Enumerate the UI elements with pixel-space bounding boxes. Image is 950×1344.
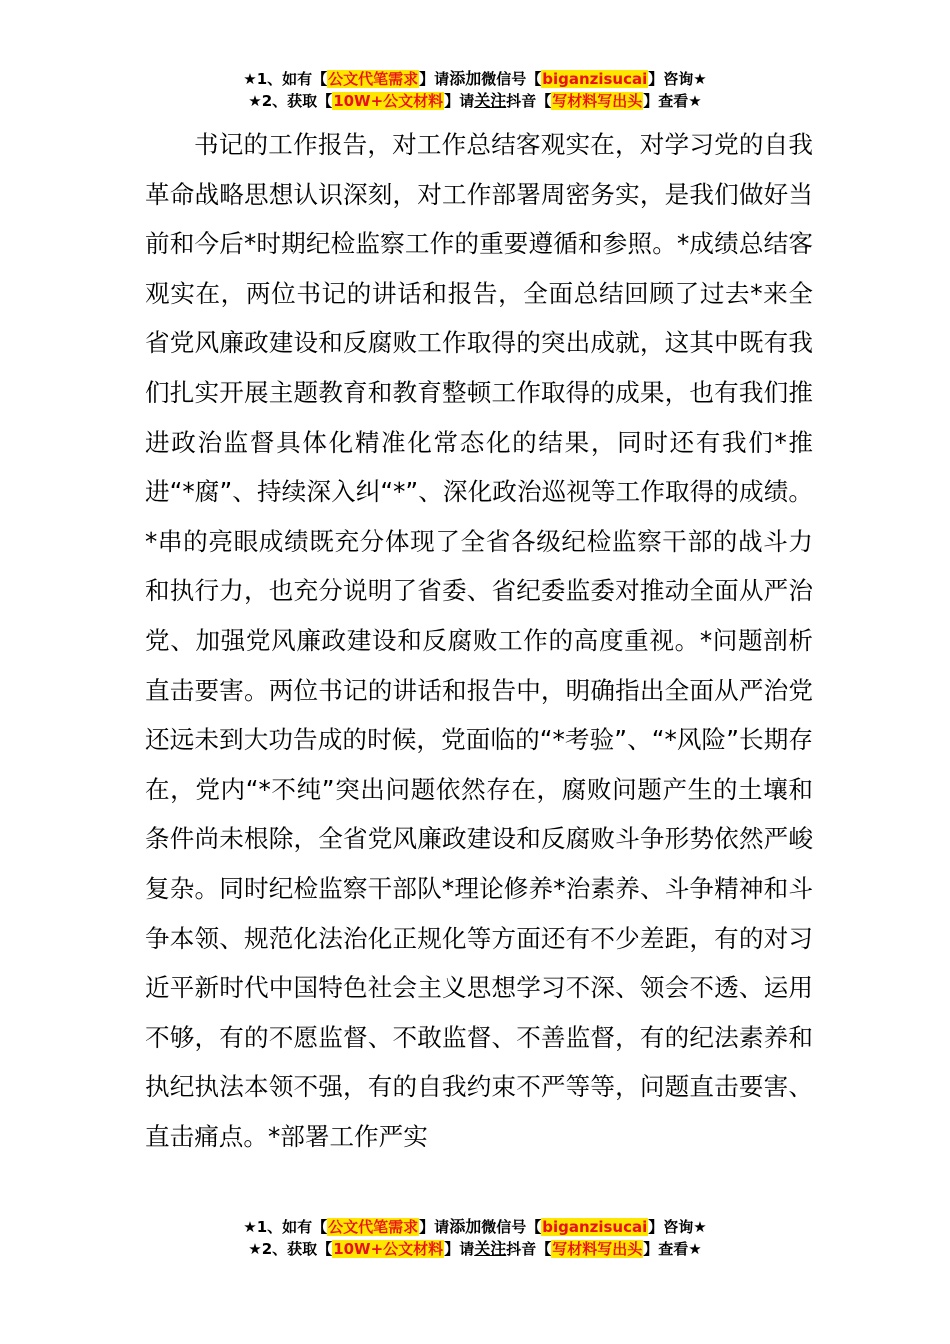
promo-text: 微信号【 (481, 1218, 542, 1236)
promo-highlight: 公文代笔需求 (328, 1218, 419, 1236)
promo-text: 】请 (419, 70, 450, 88)
promo-highlight: 10W+公文材料 (333, 1240, 444, 1258)
promo-highlight: 公文代笔需求 (328, 70, 419, 88)
promo-highlight: 10W+公文材料 (333, 92, 444, 110)
promo-douyin-account: 写材料写出头 (552, 1240, 643, 1258)
promo-emphasis: 关注 (474, 1239, 507, 1258)
promo-text: ★2、获取【 (248, 92, 333, 110)
promo-text: 】请 (444, 92, 475, 110)
promo-text: 】请 (419, 1218, 450, 1236)
promo-text: 抖音【 (506, 1240, 552, 1258)
promo-banner-bottom (0, 1216, 950, 1260)
promo-wechat-id: biganzisucai (542, 1218, 648, 1236)
promo-line-2 (0, 1238, 950, 1260)
promo-text: 】咨询★ (648, 1218, 707, 1236)
promo-banner-top (0, 68, 950, 112)
promo-line-1 (0, 1216, 950, 1238)
promo-text: 】请 (444, 1240, 475, 1258)
promo-text: ★1、如有【 (243, 70, 328, 88)
promo-text: 】查看★ (643, 92, 702, 110)
promo-text: ★2、获取【 (248, 1240, 333, 1258)
promo-emphasis: 添加 (449, 1217, 482, 1236)
promo-line-1 (0, 68, 950, 90)
promo-text: 】咨询★ (648, 70, 707, 88)
promo-line-2 (0, 90, 950, 112)
promo-emphasis: 添加 (449, 69, 482, 88)
promo-text: 微信号【 (481, 70, 542, 88)
document-body-paragraph: 书记的工作报告，对工作总结客观实在，对学习党的自我革命战略思想认识深刻，对工作部署周密务实，是我们做好当前和今后*时期纪检监察工作的重要遵循和参照。*成绩总结客观实在，两位书记的讲话和报告，全面总结回顾了过去*来全省党风廉政建设和反腐败工作取得的突出成就，这其中既有我们扎实开展主题教育和教育整顿工作取得的成果，也有我们推进政治监督具体化精准化常态化的结果，同时还有我们*推进“*腐”、持续深入纠“*”、深化政治巡视等工作取得的成绩。*串的亮眼成绩既充分体现了全省各级纪检监察干部的战斗力和执行力，也充分说明了省委、省纪委监委对推动全面从严治党、加强党风廉政建设和反腐败工作的高度重视。*问题剖析直击要害。两位书记的讲话和报告中，明确指出全面从严治党还远未到大功告成的时候，党面临的“*考验”、“*风险”长期存在，党内“*不纯”突出问题依然存在，腐败问题产生的土壤和条件尚未根除，全省党风廉政建设和反腐败斗争形势依然严峻复杂。同时纪检监察干部队*理论修养*治素养、斗争精神和斗争本领、规范化法治化正规化等方面还有不少差距，有的对习近平新时代中国特色社会主义思想学习不深、领会不透、运用不够，有的不愿监督、不敢监督、不善监督，有的纪法素养和执纪执法本领不强，有的自我约束不严等等，问题直击要害、直击痛点。*部署工作严实 (145, 130, 813, 1151)
promo-emphasis: 关注 (474, 91, 507, 110)
promo-text: 】查看★ (643, 1240, 702, 1258)
promo-wechat-id: biganzisucai (542, 70, 648, 88)
promo-douyin-account: 写材料写出头 (552, 92, 643, 110)
promo-text: ★1、如有【 (243, 1218, 328, 1236)
promo-text: 抖音【 (506, 92, 552, 110)
